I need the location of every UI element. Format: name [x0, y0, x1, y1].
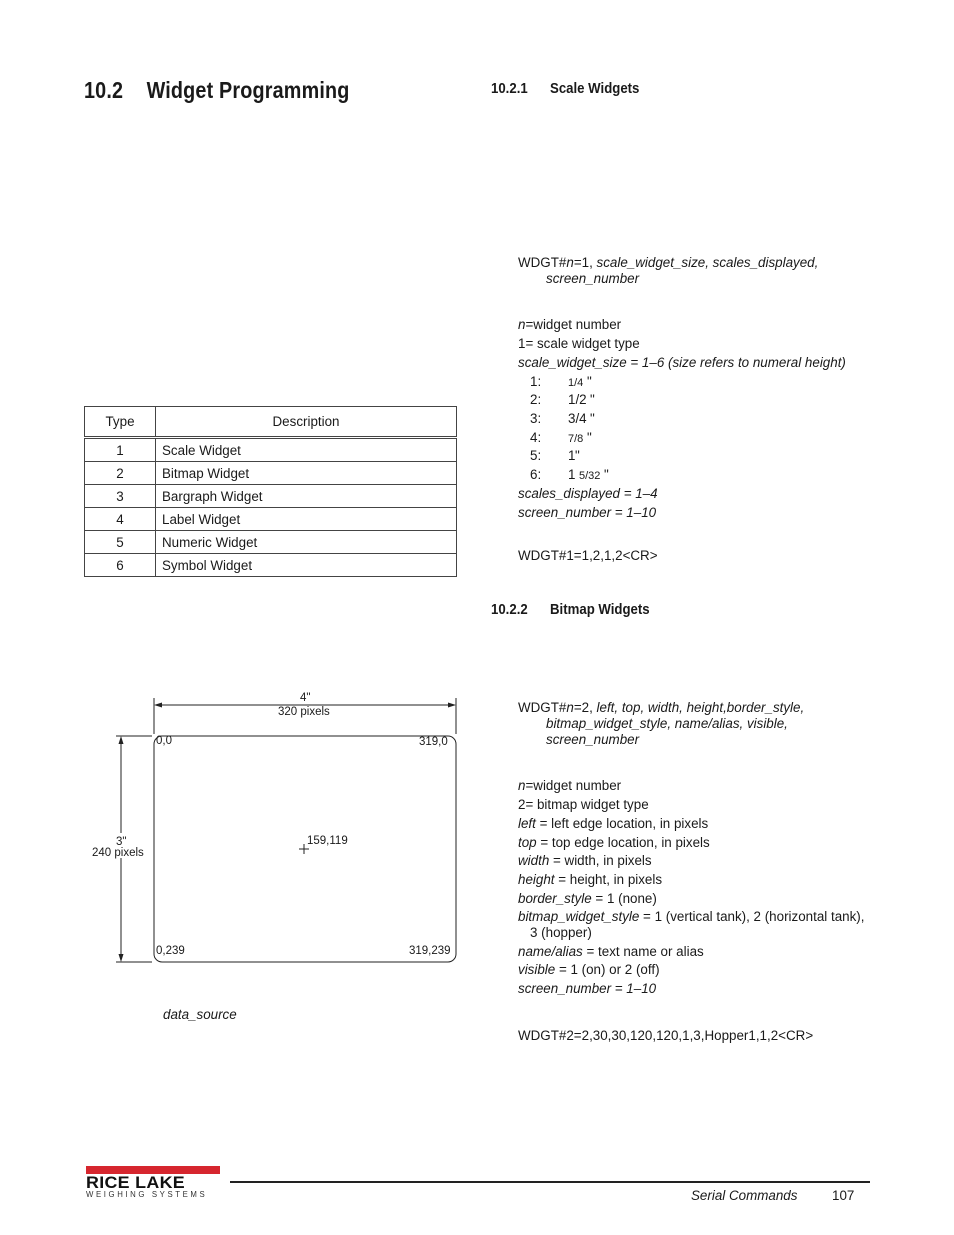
subsection-number: 10.2.1	[491, 80, 528, 97]
subsection-heading-bitmap	[491, 601, 650, 618]
coord-top-right: 319,0	[419, 736, 448, 748]
bitmap-param: top = top edge location, in pixels	[518, 835, 710, 850]
header-description: Description	[156, 407, 457, 438]
widget-type-table	[84, 406, 457, 577]
scale-param-n: n=widget number	[518, 317, 622, 332]
bitmap-param: border_style = 1 (none)	[518, 891, 657, 906]
table-row	[85, 438, 457, 462]
table-row	[85, 462, 457, 485]
section-heading	[84, 77, 350, 104]
bitmap-param: height = height, in pixels	[518, 872, 663, 887]
type-cell: 6	[85, 554, 156, 577]
scale-param-scales-displayed: scales_displayed = 1–4	[518, 486, 658, 501]
subsection-title: Scale Widgets	[550, 80, 640, 97]
bitmap-param-cont: 3 (hopper)	[530, 925, 592, 940]
bitmap-example: WDGT#2=2,30,30,120,120,1,3,Hopper1,1,2<CR>	[518, 1028, 814, 1043]
logo-wordmark: RICE LAKE	[86, 1173, 186, 1192]
description-cell: Numeric Widget	[156, 531, 457, 554]
rice-lake-logo	[86, 1166, 220, 1200]
size-option: 4: 7/8 "	[530, 430, 592, 445]
table-row	[85, 485, 457, 508]
type-cell: 5	[85, 531, 156, 554]
height-pixels-label: 240 pixels	[92, 847, 144, 859]
description-cell: Scale Widget	[156, 438, 457, 462]
bitmap-param: width = width, in pixels	[518, 853, 652, 868]
subsection-number: 10.2.2	[491, 601, 528, 618]
table-row	[85, 531, 457, 554]
table-row	[85, 508, 457, 531]
scale-command-syntax: WDGT#n=1, scale_widget_size, scales_displayed,	[518, 255, 819, 270]
data-source-label: data_source	[163, 1007, 237, 1022]
bitmap-command-syntax: WDGT#n=2, left, top, width, height,border_style,	[518, 700, 805, 715]
size-option: 3: 3/4 "	[530, 411, 595, 426]
size-option: 2: 1/2 "	[530, 392, 595, 407]
subsection-heading-scale	[491, 80, 639, 97]
bitmap-param: n=widget number	[518, 778, 622, 793]
scale-param-size: scale_widget_size = 1–6 (size refers to numeral height)	[518, 355, 846, 370]
type-cell: 1	[85, 438, 156, 462]
size-option: 1: 1/4 "	[530, 374, 592, 389]
header-type: Type	[85, 407, 156, 438]
description-cell: Symbol Widget	[156, 554, 457, 577]
height-inches-label: 3"	[116, 836, 127, 848]
width-pixels-label: 320 pixels	[278, 706, 330, 718]
coord-center: 159,119	[307, 835, 348, 847]
logo-tagline: WEIGHING SYSTEMS	[86, 1190, 208, 1199]
scale-param-type: 1= scale widget type	[518, 336, 640, 351]
coord-bottom-left: 0,239	[156, 945, 185, 957]
section-number: 10.2	[84, 77, 124, 103]
table-header-row	[85, 407, 457, 438]
size-option: 5: 1 "	[530, 448, 580, 463]
bitmap-param: 2= bitmap widget type	[518, 797, 649, 812]
bitmap-command-syntax-cont: screen_number	[546, 732, 640, 747]
description-cell: Bargraph Widget	[156, 485, 457, 508]
size-option: 6: 1 5/32 "	[530, 467, 609, 482]
coord-bottom-right: 319,239	[409, 945, 451, 957]
type-cell: 2	[85, 462, 156, 485]
description-cell: Bitmap Widget	[156, 462, 457, 485]
coord-top-left: 0,0	[156, 735, 172, 747]
scale-param-screen-number: screen_number = 1–10	[518, 505, 657, 520]
screen-coordinate-diagram	[80, 690, 470, 980]
bitmap-param: visible = 1 (on) or 2 (off)	[518, 962, 660, 977]
bitmap-param: bitmap_widget_style = 1 (vertical tank), 2 (horizontal tank),	[518, 909, 865, 924]
subsection-title: Bitmap Widgets	[550, 601, 650, 618]
bitmap-param: left = left edge location, in pixels	[518, 816, 709, 831]
footer-section-name: Serial Commands	[691, 1188, 798, 1203]
width-inches-label: 4"	[300, 692, 311, 704]
footer-rule	[230, 1181, 870, 1183]
bitmap-command-syntax-cont: bitmap_widget_style, name/alias, visible,	[546, 716, 788, 731]
bitmap-param: name/alias = text name or alias	[518, 944, 704, 959]
scale-example: WDGT#1=1,2,1,2<CR>	[518, 548, 658, 563]
page-number: 107	[832, 1188, 855, 1203]
section-title: Widget Programming	[146, 77, 350, 103]
bitmap-param: screen_number = 1–10	[518, 981, 657, 996]
type-cell: 4	[85, 508, 156, 531]
scale-command-syntax-cont: screen_number	[546, 271, 640, 286]
table-row	[85, 554, 457, 577]
type-cell: 3	[85, 485, 156, 508]
description-cell: Label Widget	[156, 508, 457, 531]
